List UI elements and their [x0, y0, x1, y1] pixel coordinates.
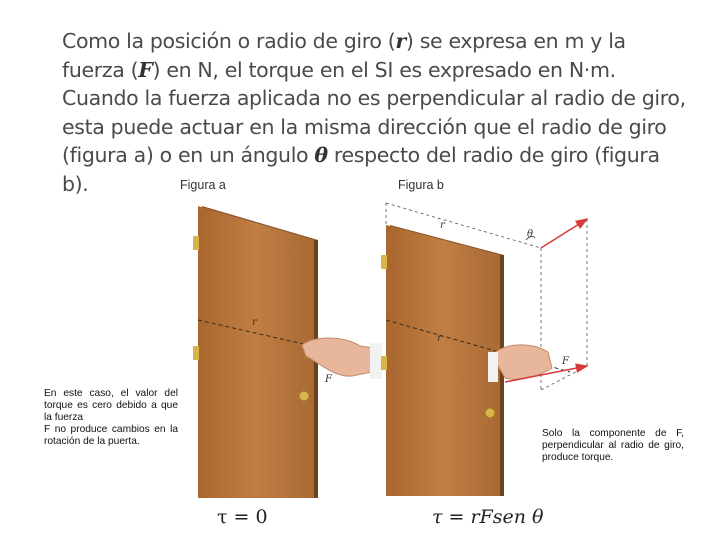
force-arrow-top [541, 219, 587, 248]
figure-a-r-label: r [252, 317, 257, 328]
paragraph-text-2: ) se expresa en m y la fuerza ( [62, 29, 626, 82]
caption-b-line-1: Solo la componente de F, perpendicular al radio de giro, produce torque. [542, 428, 684, 463]
formula-b: τ = rFsen θ [432, 506, 544, 528]
figure-b-f-label: F [562, 356, 569, 367]
caption-figure-b [542, 428, 684, 464]
hinge-b-top [381, 255, 387, 269]
figure-a-title: Figura a [180, 178, 226, 192]
paragraph-text-1: Como la posición o radio de giro ( [62, 29, 396, 53]
formula-a: τ = 0 [217, 506, 268, 528]
hinge-a-top [193, 236, 199, 250]
paragraph-text-3: ) en N, el torque en el SI es expresado en N·m. Cuando la fuerza aplicada no es perpendicular al radio de giro, esta puede actuar en la misma dirección que el radio de giro (figura a) o en un ángulo [62, 57, 686, 168]
figure-b-title: Figura b [398, 178, 444, 192]
paragraph-var-f: F [138, 57, 153, 82]
door-knob-b [485, 408, 495, 418]
hinge-a-bottom [193, 346, 199, 360]
figure-a-f-label: F [325, 374, 332, 385]
paragraph-text-4: respecto del radio de giro (figura b). [62, 143, 660, 196]
figure-b-r-label: r [437, 333, 442, 344]
figure-b-theta-label: θ [527, 229, 534, 240]
caption-a-line-1: En este caso, el valor del torque es cero debido a que la fuerza [44, 388, 178, 423]
hand-figure-b [488, 345, 552, 382]
figure-b-r-top-label: r [440, 220, 445, 231]
hinge-b-bottom [381, 356, 387, 370]
paragraph-var-r: r [395, 29, 406, 53]
caption-a-line-2: F no produce cambios en la rotación de la puerta. [44, 424, 178, 447]
door-knob-a [299, 391, 309, 401]
caption-figure-a [44, 388, 178, 448]
paragraph-var-theta: θ [314, 143, 328, 168]
